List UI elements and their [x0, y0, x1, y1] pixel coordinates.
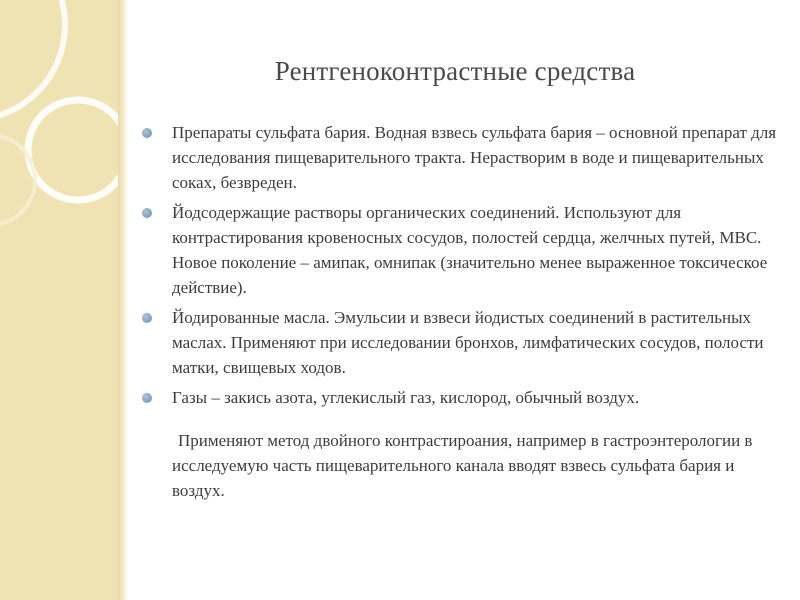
slide-title: Рентгеноконтрастные средства	[274, 56, 636, 86]
bullet-text: Йодированные масла. Эмульсии и взвеси йодистых соединений в растительных маслах. Применяют при исследовании бронхов, лимфатических сосудов, полости матки, свищевых ходов.	[172, 308, 764, 377]
slide-note: Применяют метод двойного контрастироания, например в гастроэнтерологии в исследуемую часть пищеварительного канала вводят взвесь сульфата бария и воздух.	[172, 431, 753, 500]
decorative-sidebar	[0, 0, 118, 600]
ring-decoration-icon	[0, 0, 118, 600]
bullet-dot-icon	[142, 208, 152, 218]
bullet-item	[138, 120, 778, 195]
bullet-text: Газы – закись азота, углекислый газ, кислород, обычный воздух.	[172, 388, 640, 407]
bullet-dot-icon	[142, 393, 152, 403]
bullet-text: Йодсодержащие растворы органических соединений. Используют для контрастирования кровеносных сосудов, полостей сердца, желчных путей, МВС. Новое поколение – амипак, омнипак (значительно менее выраженное токсическое действие).	[172, 203, 768, 297]
bullet-item	[138, 305, 778, 380]
bullet-text: Препараты сульфата бария. Водная взвесь сульфата бария – основной препарат для исследования пищеварительного тракта. Нерастворим в воде и пищеварительных соках, безвреден.	[172, 123, 777, 192]
bullet-item	[138, 385, 778, 410]
sidebar-edge	[118, 0, 128, 600]
bullet-item	[138, 200, 778, 300]
slide-content	[138, 120, 778, 503]
bullet-dot-icon	[142, 128, 152, 138]
bullet-dot-icon	[142, 313, 152, 323]
